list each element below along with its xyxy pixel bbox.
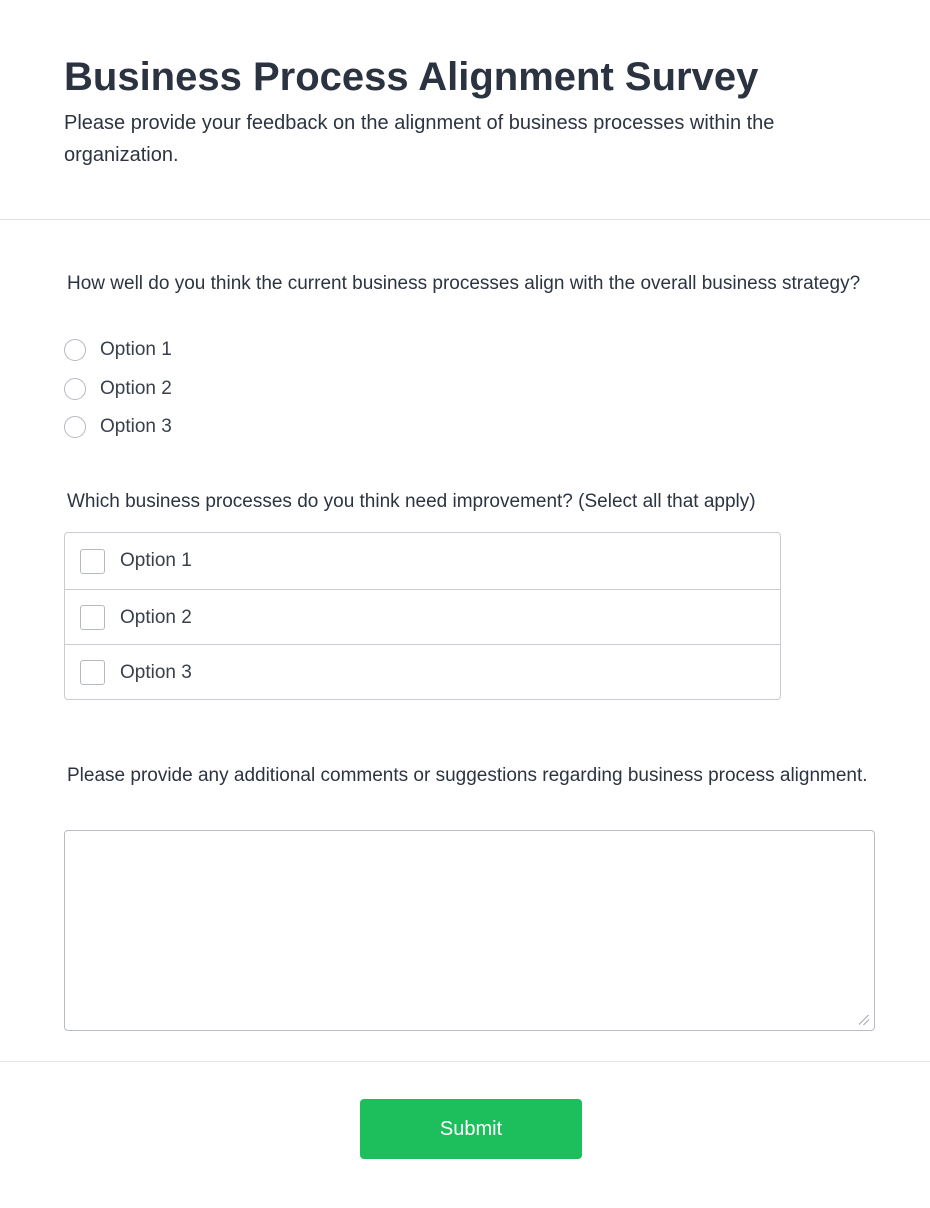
- checkbox-option-label: Option 3: [120, 661, 192, 683]
- footer-divider: [0, 1061, 930, 1062]
- radio-circle-icon[interactable]: [64, 378, 86, 400]
- comments-textarea[interactable]: [64, 830, 875, 1031]
- checkbox-option-label: Option 1: [120, 550, 192, 571]
- q1-radio-option-2[interactable]: [64, 376, 172, 402]
- radio-circle-icon[interactable]: [64, 339, 86, 361]
- checkbox-option-label: Option 2: [120, 606, 192, 628]
- question-2-text: Which business processes do you think need improvement? (Select all that apply): [67, 491, 756, 512]
- q2-checkbox-option-1[interactable]: [65, 533, 780, 589]
- q2-checkbox-option-2[interactable]: [65, 589, 780, 645]
- resize-handle-icon[interactable]: [859, 1015, 869, 1025]
- submit-button[interactable]: Submit: [360, 1099, 582, 1159]
- checkbox-icon[interactable]: [80, 605, 105, 630]
- radio-option-label: Option 2: [100, 378, 172, 399]
- q1-radio-option-1[interactable]: [64, 337, 172, 363]
- q1-radio-option-3[interactable]: [64, 414, 172, 440]
- page-subtitle: Please provide your feedback on the alignment of business processes within the organization.: [64, 112, 775, 166]
- q2-checkbox-option-3[interactable]: [65, 644, 780, 700]
- q2-checkbox-group: [64, 532, 781, 700]
- page-title: Business Process Alignment Survey: [64, 55, 759, 99]
- question-3-text: Please provide any additional comments or suggestions regarding business process alignment.: [67, 765, 868, 786]
- radio-circle-icon[interactable]: [64, 416, 86, 438]
- survey-header: [0, 0, 930, 220]
- question-1-text: How well do you think the current business processes align with the overall business strategy?: [67, 273, 861, 294]
- checkbox-icon[interactable]: [80, 660, 105, 685]
- radio-option-label: Option 3: [100, 416, 172, 437]
- checkbox-icon[interactable]: [80, 549, 105, 574]
- radio-option-label: Option 1: [100, 339, 172, 360]
